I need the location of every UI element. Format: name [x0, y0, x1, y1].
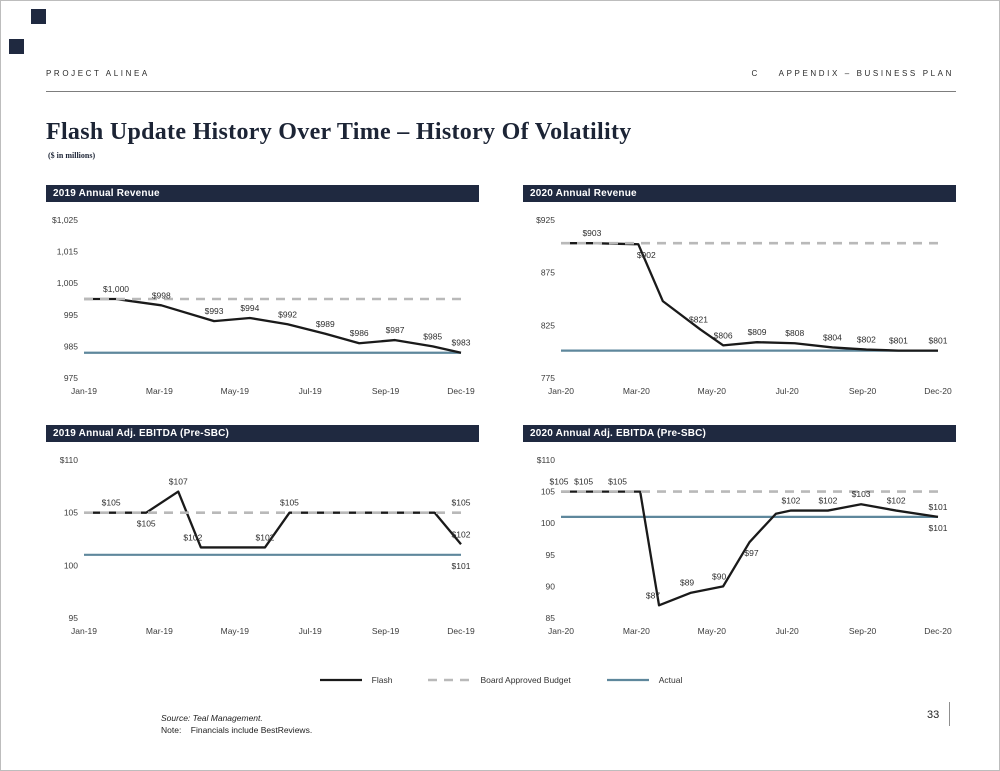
y-tick-label: 875 [540, 267, 555, 278]
point-label: $987 [385, 325, 405, 336]
header-divider [46, 91, 956, 92]
x-tick-label: Mar-19 [145, 386, 173, 396]
point-label: $102 [183, 532, 203, 543]
point-label: $102 [781, 495, 801, 506]
x-tick-label: Jan-20 [548, 626, 574, 636]
x-tick-label: May-20 [697, 386, 726, 396]
chart-canvas [523, 446, 956, 644]
appendix-label: C APPENDIX – BUSINESS PLAN [751, 69, 954, 78]
chart-title-bar: 2020 Annual Revenue [523, 185, 956, 202]
flash-line-swatch-icon [318, 676, 364, 684]
y-tick-label: 985 [63, 341, 78, 352]
point-label: $105 [549, 476, 569, 487]
x-tick-label: May-20 [697, 626, 726, 636]
legend-label: Flash [371, 675, 393, 685]
point-label: $101 [928, 501, 948, 512]
point-label: $105 [280, 497, 299, 508]
x-tick-label: Jul-19 [298, 386, 322, 396]
x-tick-label: Mar-20 [622, 386, 650, 396]
y-tick-label: 100 [540, 518, 555, 529]
x-tick-label: May-19 [220, 626, 249, 636]
y-tick-label: 1,015 [56, 246, 78, 257]
project-name-label: PROJECT ALINEA [46, 69, 150, 78]
y-tick-label: 90 [545, 581, 555, 592]
footnotes [161, 712, 312, 736]
point-label: $105 [136, 518, 156, 529]
point-label: $809 [747, 327, 767, 338]
point-label: $102 [818, 495, 838, 506]
x-tick-label: Jan-19 [71, 386, 97, 396]
point-label: $806 [713, 330, 733, 341]
point-label: $102 [886, 495, 906, 506]
budget-line-swatch-icon [426, 676, 472, 684]
x-tick-label: Sep-20 [848, 386, 877, 396]
y-tick-label: 105 [63, 507, 78, 518]
page-title: Flash Update History Over Time – History Of Volatility [46, 119, 632, 145]
units-note: ($ in millions) [48, 151, 96, 160]
chart-title-bar: 2020 Annual Adj. EBITDA (Pre-SBC) [523, 425, 956, 442]
x-tick-label: Sep-19 [371, 386, 400, 396]
point-label: $107 [168, 476, 188, 487]
chart-title-bar: 2019 Annual Revenue [46, 185, 479, 202]
x-tick-label: May-19 [220, 386, 249, 396]
y-tick-label: 85 [545, 613, 555, 623]
source-note: Source: Teal Management. [161, 713, 263, 723]
chart-card-ebitda-2019 [46, 425, 479, 644]
point-label: $105 [608, 476, 628, 487]
point-label: $989 [315, 318, 335, 329]
x-tick-label: Mar-19 [145, 626, 173, 636]
point-label: $802 [856, 334, 876, 345]
point-label: $994 [240, 302, 260, 313]
chart-canvas [46, 446, 479, 644]
point-label: $89 [679, 577, 695, 588]
point-label: $87 [645, 590, 661, 601]
point-label: $1,000 [103, 284, 130, 294]
point-label: $102 [451, 529, 471, 540]
point-label: $983 [451, 337, 471, 348]
point-label: $903 [582, 228, 602, 239]
point-label: $103 [851, 489, 871, 500]
point-label: $808 [785, 328, 805, 339]
point-label: $992 [278, 309, 298, 320]
y-tick-label: $110 [536, 455, 555, 465]
page-number: 33 [927, 709, 940, 721]
point-label: $902 [636, 250, 656, 261]
point-label: $985 [423, 331, 443, 342]
point-label: $105 [101, 497, 121, 508]
y-tick-label: 105 [540, 486, 555, 497]
y-tick-label: 95 [545, 549, 555, 560]
point-label: $821 [689, 314, 708, 325]
x-tick-label: Jul-20 [775, 386, 799, 396]
y-tick-label: 100 [63, 560, 78, 571]
x-tick-label: Sep-19 [371, 626, 400, 636]
y-tick-label: 775 [540, 373, 555, 383]
point-label: $90 [712, 571, 727, 582]
point-label: $801 [888, 335, 908, 346]
legend [1, 675, 999, 685]
page-number-divider [949, 702, 950, 726]
point-label: $105 [574, 476, 594, 487]
budget-end-label: $105 [451, 497, 471, 508]
point-label: $102 [255, 532, 275, 543]
x-tick-label: Dec-20 [924, 626, 952, 636]
x-tick-label: Dec-19 [447, 626, 475, 636]
y-tick-label: 95 [68, 613, 78, 623]
point-label: $801 [928, 335, 948, 346]
chart-title-bar: 2019 Annual Adj. EBITDA (Pre-SBC) [46, 425, 479, 442]
chart-card-ebitda-2020 [523, 425, 956, 644]
x-tick-label: Jul-19 [298, 626, 322, 636]
legend-item-budget [426, 675, 570, 685]
point-label: $804 [822, 332, 842, 343]
actual-end-label: $101 [928, 522, 948, 533]
corner-square-top-icon [31, 9, 46, 24]
y-tick-label: 975 [63, 373, 78, 383]
legend-item-actual [605, 675, 683, 685]
x-tick-label: Dec-19 [447, 386, 475, 396]
chart-canvas [46, 206, 479, 404]
chart-card-revenue-2019 [46, 185, 479, 404]
x-tick-label: Jan-19 [71, 626, 97, 636]
x-tick-label: Jan-20 [548, 386, 574, 396]
x-tick-label: Sep-20 [848, 626, 877, 636]
financials-note: Note: Financials include BestReviews. [161, 725, 313, 735]
y-tick-label: 825 [540, 320, 555, 331]
actual-line-swatch-icon [605, 676, 651, 684]
actual-end-label: $101 [451, 560, 471, 571]
x-tick-label: Jul-20 [775, 626, 799, 636]
point-label: $998 [151, 290, 171, 301]
point-label: $993 [204, 306, 224, 317]
y-tick-label: $1,025 [52, 215, 78, 225]
x-tick-label: Dec-20 [924, 386, 952, 396]
y-tick-label: $110 [59, 455, 78, 465]
header-bar [46, 69, 954, 78]
legend-item-flash [318, 675, 393, 685]
point-label: $986 [349, 328, 369, 339]
x-tick-label: Mar-20 [622, 626, 650, 636]
legend-label: Actual [658, 675, 683, 685]
y-tick-label: 995 [63, 309, 78, 320]
y-tick-label: $925 [536, 215, 555, 225]
point-label: $97 [744, 548, 759, 559]
corner-square-left-icon [9, 39, 24, 54]
chart-canvas [523, 206, 956, 404]
y-tick-label: 1,005 [56, 278, 78, 289]
chart-card-revenue-2020 [523, 185, 956, 404]
legend-label: Board Approved Budget [480, 675, 571, 685]
